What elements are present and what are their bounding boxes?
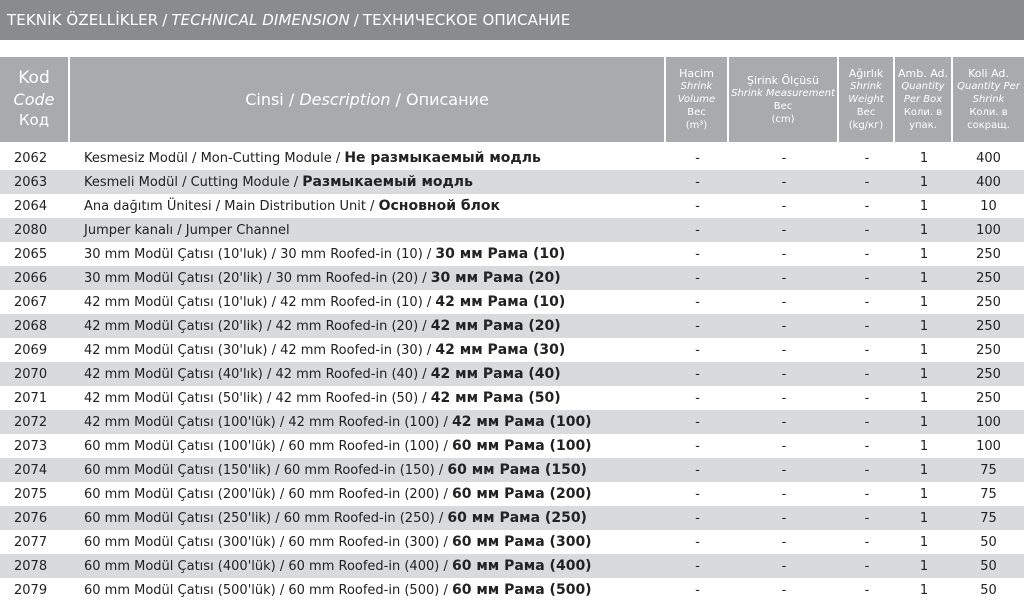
header-shrink-en: Shrink Measurement — [731, 87, 835, 99]
table-row — [0, 338, 1024, 362]
cell-weight: - — [864, 558, 870, 574]
title-ru: ТЕХНИЧЕСКОЕ ОПИСАНИЕ — [362, 11, 571, 29]
cell-volume: - — [695, 198, 700, 214]
cell-volume: - — [695, 414, 700, 430]
header-amb-tr: Amb. Ad. — [897, 67, 949, 80]
table-row — [0, 266, 1024, 290]
cell-amb: 1 — [919, 510, 929, 526]
table-row — [0, 410, 1024, 434]
cell-description — [70, 246, 666, 262]
cell-amb: 1 — [919, 270, 929, 286]
cell-shrink: - — [781, 294, 787, 310]
cell-koli: 75 — [980, 510, 997, 526]
cell-description-ru: 60 мм Рама (100) — [451, 438, 592, 454]
header-kod — [0, 57, 70, 142]
cell-koli: 50 — [980, 534, 997, 550]
cell-kod: 2074 — [14, 462, 48, 478]
cell-koli: 250 — [976, 294, 1001, 310]
table-row — [0, 290, 1024, 314]
cell-shrink: - — [781, 174, 787, 190]
cell-description-ru: 30 мм Рама (10) — [435, 246, 566, 262]
table-row — [0, 554, 1024, 578]
header-koli-ru: Коли. в сокращ. — [967, 107, 1010, 131]
cell-weight: - — [864, 582, 870, 598]
cell-description — [70, 558, 666, 574]
cell-koli: 400 — [976, 174, 1001, 190]
cell-weight: - — [864, 390, 870, 406]
header-volume-tr: Hacim — [679, 67, 714, 80]
cell-shrink: - — [781, 414, 787, 430]
cell-description — [70, 390, 666, 406]
cell-volume: - — [695, 174, 700, 190]
table-row — [0, 146, 1024, 170]
cell-volume: - — [695, 582, 700, 598]
cell-description-text: 60 mm Modül Çatısı (250'lik) / 60 mm Roofed-in (250) / — [84, 511, 444, 526]
header-desc-sep: / — [288, 90, 300, 109]
cell-description-ru: 42 мм Рама (20) — [430, 318, 561, 334]
cell-kod: 2066 — [14, 270, 48, 286]
cell-description — [70, 342, 666, 358]
header-amb-en: Quantity Per Box — [901, 81, 945, 105]
header-weight — [839, 57, 895, 142]
header-shrink-unit: (cm) — [771, 113, 795, 125]
cell-koli: 75 — [980, 462, 997, 478]
header-desc-sep: / — [395, 90, 407, 109]
header-koli — [953, 57, 1024, 142]
cell-description-ru: 42 мм Рама (30) — [435, 342, 566, 358]
cell-description-ru: Основной блок — [378, 198, 501, 214]
cell-kod: 2076 — [14, 510, 48, 526]
cell-shrink: - — [781, 390, 787, 406]
cell-koli: 100 — [976, 222, 1001, 238]
cell-koli: 250 — [976, 390, 1001, 406]
cell-volume: - — [695, 366, 700, 382]
cell-volume: - — [695, 270, 700, 286]
header-amb-ru: Коли. в упак. — [903, 107, 943, 131]
cell-volume: - — [695, 294, 700, 310]
header-weight-unit: (kg/кг) — [848, 120, 884, 131]
cell-volume: - — [695, 246, 700, 262]
cell-koli: 10 — [980, 198, 997, 214]
cell-description-text: 60 mm Modül Çatısı (400'lük) / 60 mm Roofed-in (400) / — [84, 559, 448, 574]
cell-weight: - — [864, 246, 870, 262]
cell-description-text: 42 mm Modül Çatısı (50'lik) / 42 mm Roofed-in (50) / — [84, 391, 427, 406]
cell-description-ru: 30 мм Рама (20) — [430, 270, 561, 286]
cell-koli: 250 — [976, 270, 1001, 286]
cell-kod: 2065 — [14, 246, 48, 262]
cell-description-text: 60 mm Modül Çatısı (500'lük) / 60 mm Roofed-in (500) / — [84, 583, 448, 598]
table-body — [0, 146, 1024, 602]
cell-description-ru: 42 мм Рама (40) — [430, 366, 561, 382]
cell-shrink: - — [781, 198, 787, 214]
cell-amb: 1 — [919, 462, 929, 478]
table-row — [0, 458, 1024, 482]
title-en: TECHNICAL DIMENSION — [171, 11, 350, 29]
cell-weight: - — [864, 294, 870, 310]
cell-kod: 2079 — [14, 582, 48, 598]
table-row — [0, 170, 1024, 194]
cell-amb: 1 — [919, 366, 929, 382]
cell-description-text: 42 mm Modül Çatısı (40'lık) / 42 mm Roofed-in (40) / — [84, 367, 427, 382]
table-row — [0, 194, 1024, 218]
cell-kod: 2080 — [14, 222, 48, 238]
table-row — [0, 242, 1024, 266]
cell-description — [70, 270, 666, 286]
cell-kod: 2072 — [14, 414, 48, 430]
cell-kod: 2078 — [14, 558, 48, 574]
cell-koli: 75 — [980, 486, 997, 502]
cell-description — [70, 462, 666, 478]
cell-amb: 1 — [919, 438, 929, 454]
header-desc-tr: Cinsi — [245, 90, 284, 109]
cell-volume: - — [695, 438, 700, 454]
header-kod-tr: Kod — [18, 68, 50, 88]
header-kod-en: Code — [13, 90, 55, 109]
cell-kod: 2073 — [14, 438, 48, 454]
cell-volume: - — [695, 342, 700, 358]
table-row — [0, 530, 1024, 554]
cell-amb: 1 — [919, 294, 929, 310]
cell-description-text: 30 mm Modül Çatısı (20'lik) / 30 mm Roofed-in (20) / — [84, 271, 427, 286]
cell-amb: 1 — [919, 222, 929, 238]
cell-description — [70, 294, 666, 310]
cell-volume: - — [695, 150, 700, 166]
cell-volume: - — [695, 462, 700, 478]
cell-koli: 100 — [976, 414, 1001, 430]
cell-amb: 1 — [919, 558, 929, 574]
header-weight-tr: Ağırlık — [848, 67, 884, 80]
cell-amb: 1 — [919, 174, 929, 190]
cell-description — [70, 150, 666, 166]
cell-kod: 2070 — [14, 366, 48, 382]
cell-amb: 1 — [919, 318, 929, 334]
cell-volume: - — [695, 318, 700, 334]
header-koli-en: Quantity Per Shrink — [957, 81, 1020, 105]
cell-shrink: - — [781, 342, 787, 358]
cell-koli: 250 — [976, 342, 1001, 358]
cell-description — [70, 486, 666, 502]
cell-shrink: - — [781, 486, 787, 502]
table-row — [0, 434, 1024, 458]
cell-description — [70, 318, 666, 334]
cell-description-text: 60 mm Modül Çatısı (200'lük) / 60 mm Roofed-in (200) / — [84, 487, 448, 502]
cell-description-ru: 42 мм Рама (50) — [430, 390, 561, 406]
cell-amb: 1 — [919, 246, 929, 262]
header-volume — [666, 57, 729, 142]
cell-description — [70, 582, 666, 598]
header-shrink — [729, 57, 839, 142]
cell-shrink: - — [781, 222, 787, 238]
table-row — [0, 362, 1024, 386]
cell-weight: - — [864, 198, 870, 214]
cell-amb: 1 — [919, 534, 929, 550]
cell-weight: - — [864, 150, 870, 166]
cell-weight: - — [864, 318, 870, 334]
cell-description-ru: 60 мм Рама (250) — [447, 510, 587, 526]
cell-description-ru: 42 мм Рама (10) — [435, 294, 566, 310]
cell-koli: 50 — [980, 558, 997, 574]
cell-weight: - — [864, 270, 870, 286]
cell-kod: 2071 — [14, 390, 48, 406]
cell-kod: 2064 — [14, 198, 48, 214]
cell-koli: 400 — [976, 150, 1001, 166]
cell-description-text: 42 mm Modül Çatısı (100'lük) / 42 mm Roofed-in (100) / — [84, 415, 448, 430]
header-volume-ru: Вес — [687, 107, 706, 118]
cell-weight: - — [864, 510, 870, 526]
cell-description-text: 30 mm Modül Çatısı (10'luk) / 30 mm Roofed-in (10) / — [84, 247, 432, 262]
cell-shrink: - — [781, 318, 787, 334]
cell-amb: 1 — [919, 342, 929, 358]
header-desc-ru: Описание — [406, 90, 489, 109]
cell-shrink: - — [781, 366, 787, 382]
header-weight-en: Shrink Weight — [848, 81, 884, 105]
cell-description-text: Kesmesiz Modül / Mon-Cutting Module / — [84, 151, 341, 166]
cell-koli: 250 — [976, 318, 1001, 334]
cell-shrink: - — [781, 150, 787, 166]
cell-weight: - — [864, 534, 870, 550]
cell-description-text: Kesmeli Modül / Cutting Module / — [84, 175, 299, 190]
cell-volume: - — [695, 222, 700, 238]
cell-weight: - — [864, 438, 870, 454]
cell-description-text: 60 mm Modül Çatısı (300'lük) / 60 mm Roofed-in (300) / — [84, 535, 448, 550]
cell-description-ru: 60 мм Рама (200) — [451, 486, 592, 502]
title-separator: / — [162, 11, 168, 29]
cell-koli: 250 — [976, 366, 1001, 382]
cell-volume: - — [695, 486, 700, 502]
cell-amb: 1 — [919, 198, 929, 214]
cell-description-text: 42 mm Modül Çatısı (30'luk) / 42 mm Roofed-in (30) / — [84, 343, 432, 358]
table-row — [0, 578, 1024, 602]
cell-description-ru: 60 мм Рама (150) — [447, 462, 587, 478]
cell-weight: - — [864, 486, 870, 502]
cell-volume: - — [695, 510, 700, 526]
cell-amb: 1 — [919, 150, 929, 166]
header-kod-ru: Код — [18, 111, 50, 129]
cell-weight: - — [864, 342, 870, 358]
cell-amb: 1 — [919, 582, 929, 598]
header-shrink-tr: Şirink Ölçüsü — [747, 73, 819, 87]
header-description — [70, 57, 666, 142]
cell-kod: 2069 — [14, 342, 48, 358]
cell-description-ru: Не размыкаемый модль — [344, 150, 541, 166]
table-row — [0, 218, 1024, 242]
table-row — [0, 386, 1024, 410]
cell-shrink: - — [781, 270, 787, 286]
cell-description-ru: 60 мм Рама (400) — [451, 558, 592, 574]
cell-shrink: - — [781, 582, 787, 598]
header-weight-ru: Вес — [856, 107, 876, 118]
table-row — [0, 506, 1024, 530]
cell-weight: - — [864, 174, 870, 190]
cell-volume: - — [695, 534, 700, 550]
cell-description-ru: Размыкаемый модль — [302, 174, 473, 190]
cell-description — [70, 510, 666, 526]
cell-description — [70, 223, 666, 238]
header-shrink-ru: Вес — [773, 100, 793, 112]
cell-kod: 2067 — [14, 294, 48, 310]
cell-description-ru: 60 мм Рама (500) — [451, 582, 592, 598]
cell-description — [70, 438, 666, 454]
cell-shrink: - — [781, 438, 787, 454]
cell-description-ru: 60 мм Рама (300) — [451, 534, 592, 550]
cell-koli: 50 — [980, 582, 997, 598]
cell-amb: 1 — [919, 486, 929, 502]
cell-koli: 250 — [976, 246, 1001, 262]
cell-description-text: 42 mm Modül Çatısı (20'lik) / 42 mm Roofed-in (20) / — [84, 319, 427, 334]
cell-description-ru: 42 мм Рама (100) — [451, 414, 592, 430]
cell-volume: - — [695, 558, 700, 574]
cell-weight: - — [864, 366, 870, 382]
cell-kod: 2075 — [14, 486, 48, 502]
cell-shrink: - — [781, 462, 787, 478]
cell-volume: - — [695, 390, 700, 406]
cell-shrink: - — [781, 534, 787, 550]
cell-kod: 2068 — [14, 318, 48, 334]
cell-shrink: - — [781, 510, 787, 526]
cell-description-text: 60 mm Modül Çatısı (100'lük) / 60 mm Roofed-in (100) / — [84, 439, 448, 454]
table-header — [0, 57, 1024, 142]
header-volume-unit: (m³) — [685, 120, 708, 131]
table-row — [0, 314, 1024, 338]
page-title — [0, 0, 1024, 40]
cell-kod: 2063 — [14, 174, 48, 190]
header-desc-en: Description — [299, 90, 391, 109]
header-volume-en: Shrink Volume — [677, 81, 716, 105]
title-tr: TEKNİK ÖZELLİKLER — [7, 11, 159, 29]
table-row — [0, 482, 1024, 506]
cell-weight: - — [864, 414, 870, 430]
cell-description — [70, 366, 666, 382]
cell-description-text: 42 mm Modül Çatısı (10'luk) / 42 mm Roofed-in (10) / — [84, 295, 432, 310]
header-koli-tr: Koli Ad. — [968, 67, 1009, 80]
cell-description — [70, 534, 666, 550]
cell-kod: 2077 — [14, 534, 48, 550]
cell-weight: - — [864, 462, 870, 478]
cell-weight: - — [864, 222, 870, 238]
cell-description — [70, 174, 666, 190]
header-amb — [895, 57, 953, 142]
cell-description — [70, 414, 666, 430]
cell-shrink: - — [781, 246, 787, 262]
cell-amb: 1 — [919, 390, 929, 406]
cell-amb: 1 — [919, 414, 929, 430]
cell-kod: 2062 — [14, 150, 48, 166]
cell-koli: 100 — [976, 438, 1001, 454]
cell-description-text: 60 mm Modül Çatısı (150'lik) / 60 mm Roofed-in (150) / — [84, 463, 444, 478]
cell-description — [70, 198, 666, 214]
cell-description-text: Ana dağıtım Ünitesi / Main Distribution Unit / — [84, 199, 375, 214]
cell-description-text: Jumper kanalı / Jumper Channel — [84, 222, 290, 238]
cell-shrink: - — [781, 558, 787, 574]
title-separator: / — [353, 11, 359, 29]
